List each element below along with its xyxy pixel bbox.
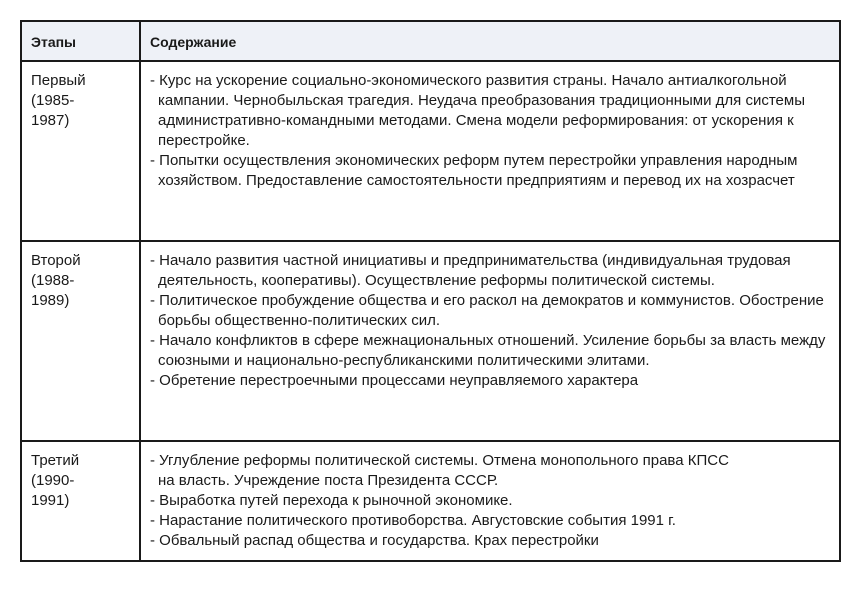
stage-cell	[22, 242, 141, 440]
content-cell	[141, 442, 839, 560]
stage-years: (1985-1987)	[31, 92, 75, 129]
table-header-row	[22, 22, 839, 60]
content-item: - Нарастание политического противоборства. Августовские события 1991 г.	[150, 512, 676, 529]
stage-name: Первый	[31, 72, 86, 89]
content-item: - Попытки осуществления экономических реформ путем перестройки управления народным хозяйством. Предоставление самостоятельности предприятиям и перевод их на хозрасчет	[150, 152, 798, 189]
content-item: - Обвальный распад общества и государства. Крах перестройки	[150, 532, 599, 549]
content-item: - Начало развития частной инициативы и предпринимательства (индивидуальная трудовая деятельность, кооперативы). Осуществление реформы политической системы.	[150, 252, 791, 289]
table-row	[22, 60, 839, 240]
stage-cell	[22, 442, 141, 560]
content-item: - Начало конфликтов в сфере межнациональных отношений. Усиление борьбы за власть между союзными и национально-республиканскими политическими элитами.	[150, 332, 826, 369]
stage-name: Третий	[31, 452, 80, 469]
stage-years: (1990-1991)	[31, 472, 75, 509]
content-item: - Выработка путей перехода к рыночной экономике.	[150, 492, 513, 509]
table-row	[22, 240, 839, 440]
content-cell	[141, 62, 839, 240]
stage-years: (1988-1989)	[31, 272, 75, 309]
stage-cell	[22, 62, 141, 240]
content-item: - Углубление реформы политической системы. Отмена монопольного права КПСС на власть. Учреждение поста Президента СССР.	[150, 452, 729, 489]
header-content: Содержание	[150, 34, 237, 50]
content-item: - Политическое пробуждение общества и его раскол на демократов и коммунистов. Обострение борьбы общественно-политических сил.	[150, 292, 824, 329]
content-item: - Обретение перестроечными процессами неуправляемого характера	[150, 372, 639, 389]
header-stages: Этапы	[22, 22, 141, 60]
table-row	[22, 440, 839, 560]
content-item: - Курс на ускорение социально-экономического развития страны. Начало антиалкогольной кампании. Чернобыльская трагедия. Неудача преобразования традиционными для системы административно-командными методами. Смена модели реформирования: от ускорения к перестройке.	[150, 72, 805, 149]
stage-name: Второй	[31, 252, 81, 269]
content-cell	[141, 242, 839, 440]
stages-table	[20, 20, 841, 562]
